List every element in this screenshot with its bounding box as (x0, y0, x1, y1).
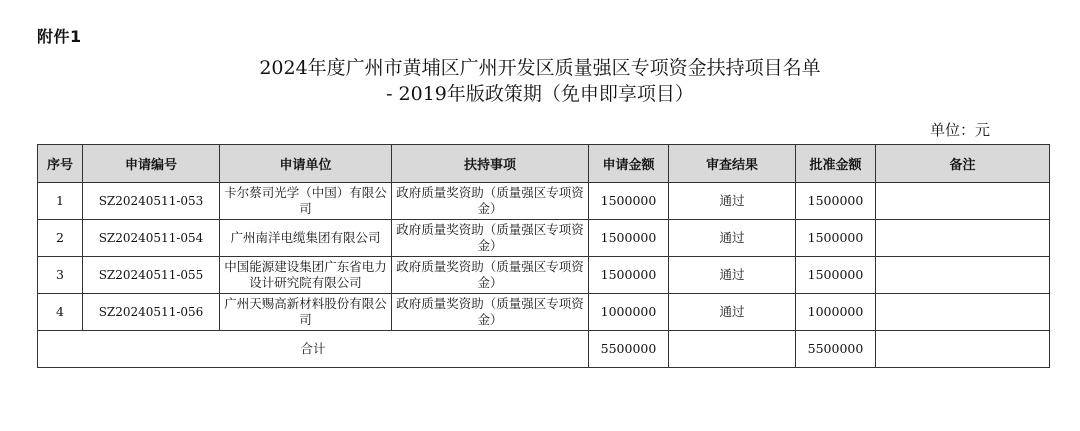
row-code: SZ20240511-054 (83, 220, 220, 257)
header-remark: 备注 (876, 145, 1050, 183)
total-approved-amount: 5500000 (796, 331, 876, 368)
row-approved-amount: 1000000 (796, 294, 876, 331)
row-result: 通过 (669, 294, 796, 331)
row-apply-amount: 1000000 (589, 294, 669, 331)
row-result: 通过 (669, 257, 796, 294)
header-result: 审查结果 (669, 145, 796, 183)
total-remark (876, 331, 1050, 368)
table-row (38, 294, 1050, 331)
row-no: 3 (38, 257, 83, 294)
unit-label: 单位：元 (930, 121, 991, 139)
row-company: 中国能源建设集团广东省电力设计研究院有限公司 (220, 257, 392, 294)
total-result (669, 331, 796, 368)
total-row (38, 331, 1050, 368)
row-code: SZ20240511-055 (83, 257, 220, 294)
attachment-label: 附件1 (37, 27, 82, 46)
table-header-row (38, 145, 1050, 183)
row-apply-amount: 1500000 (589, 220, 669, 257)
row-code: SZ20240511-056 (83, 294, 220, 331)
row-company: 广州南洋电缆集团有限公司 (220, 220, 392, 257)
header-item: 扶持事项 (392, 145, 589, 183)
row-no: 1 (38, 183, 83, 220)
table-row (38, 183, 1050, 220)
row-item: 政府质量奖资助（质量强区专项资金） (392, 183, 589, 220)
row-approved-amount: 1500000 (796, 183, 876, 220)
total-apply-amount: 5500000 (589, 331, 669, 368)
row-code: SZ20240511-053 (83, 183, 220, 220)
header-code: 申请编号 (83, 145, 220, 183)
row-company: 卡尔蔡司光学（中国）有限公司 (220, 183, 392, 220)
row-remark (876, 257, 1050, 294)
row-approved-amount: 1500000 (796, 257, 876, 294)
table-row (38, 220, 1050, 257)
row-item: 政府质量奖资助（质量强区专项资金） (392, 257, 589, 294)
header-no: 序号 (38, 145, 83, 183)
row-company: 广州天赐高新材料股份有限公司 (220, 294, 392, 331)
row-item: 政府质量奖资助（质量强区专项资金） (392, 220, 589, 257)
funding-list-table (37, 144, 1050, 368)
table-row (38, 257, 1050, 294)
row-remark (876, 220, 1050, 257)
document-title: 2024年度广州市黄埔区广州开发区质量强区专项资金扶持项目名单 (259, 57, 821, 79)
row-result: 通过 (669, 220, 796, 257)
header-approved-amount: 批准金额 (796, 145, 876, 183)
row-apply-amount: 1500000 (589, 257, 669, 294)
header-apply-amount: 申请金额 (589, 145, 669, 183)
row-remark (876, 294, 1050, 331)
header-company: 申请单位 (220, 145, 392, 183)
row-apply-amount: 1500000 (589, 183, 669, 220)
row-no: 4 (38, 294, 83, 331)
row-no: 2 (38, 220, 83, 257)
row-result: 通过 (669, 183, 796, 220)
row-remark (876, 183, 1050, 220)
row-item: 政府质量奖资助（质量强区专项资金） (392, 294, 589, 331)
total-label: 合计 (38, 331, 589, 368)
document-subtitle: - 2019年版政策期（免申即享项目） (386, 83, 694, 105)
row-approved-amount: 1500000 (796, 220, 876, 257)
